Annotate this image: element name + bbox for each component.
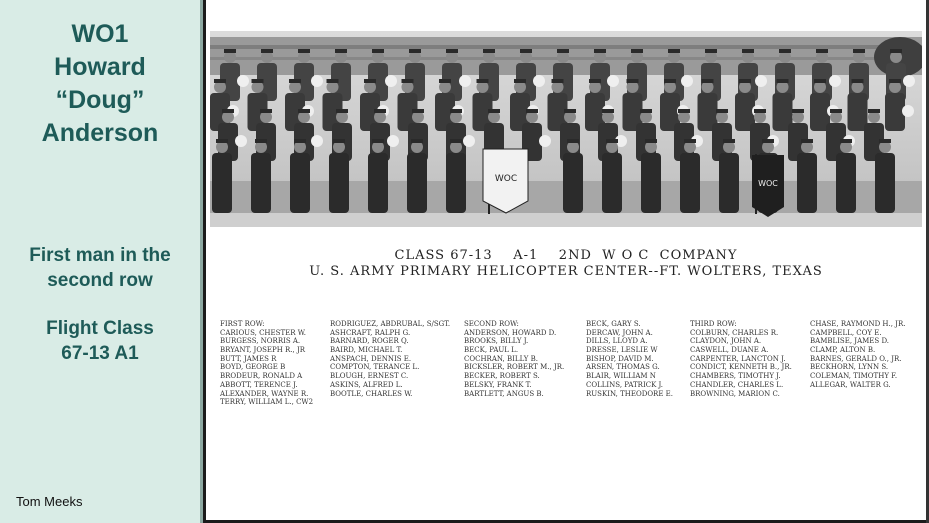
soldier-cap (705, 49, 717, 53)
roster-column (330, 320, 450, 398)
roster-column (810, 320, 905, 390)
pennant-label: WOC (494, 174, 518, 184)
soldier-cap (294, 139, 306, 143)
roster-name: SECOND ROW: (464, 320, 519, 328)
flight-helmet (235, 135, 247, 147)
roster-name: THIRD ROW: (690, 320, 737, 328)
roster-name: CLAMP, ALTON B. (810, 346, 876, 355)
soldier-body (368, 153, 388, 213)
roster-name: BISHOP, DAVID M. (586, 354, 654, 363)
soldier-body (407, 153, 427, 213)
roster-name: ARSEN, THOMAS G. (586, 363, 660, 372)
flight-helmet (903, 75, 915, 87)
soldier-cap (830, 109, 842, 113)
roster-name: CAMPBELL, COY E. (810, 328, 882, 337)
soldier-cap (411, 139, 423, 143)
soldier-cap (214, 79, 226, 83)
flight-helmet (385, 75, 397, 87)
soldier-cap (664, 79, 676, 83)
row-note-line: second row (47, 270, 153, 291)
roster-name: BLAIR, WILLIAM N (586, 372, 656, 381)
soldier-body (602, 153, 622, 213)
pennant-label-dark: WOC (758, 179, 778, 188)
soldier-cap (412, 109, 424, 113)
soldier-cap (514, 79, 526, 83)
roster-name: BOYD, GEORGE B (220, 363, 286, 372)
soldier-cap (557, 49, 569, 53)
roster-name: CHAMBERS, TIMOTHY J. (690, 372, 781, 381)
roster-name: BARNARD, ROGER Q. (330, 337, 409, 346)
soldier-cap (364, 79, 376, 83)
roster-name: BROWNING, MARION C. (690, 389, 780, 398)
roster-name: FIRST ROW: (220, 320, 265, 328)
roster-name: ASHCRAFT, RALPH G. (330, 328, 411, 337)
roster-name: BARTLETT, ANGUS B. (464, 389, 544, 398)
soldier-cap (261, 49, 273, 53)
soldier-body (446, 153, 466, 213)
row-position-note (0, 243, 200, 293)
soldier-cap (439, 79, 451, 83)
flight-helmet (755, 75, 767, 87)
roster-name: BRODEUR, RONALD A (220, 372, 303, 381)
soldier-body (836, 153, 856, 213)
soldier-cap (594, 49, 606, 53)
roster-name: BOOTLE, CHARLES W. (330, 389, 413, 398)
soldier-cap (336, 109, 348, 113)
flight-helmet (681, 75, 693, 87)
soldier-cap (816, 49, 828, 53)
soldier-body (290, 153, 310, 213)
roster-name: DERCAW, JOHN A. (586, 328, 653, 337)
soldier-body (797, 153, 817, 213)
soldier-cap (222, 109, 234, 113)
caption-sidebar (0, 0, 203, 523)
soldier-cap (260, 109, 272, 113)
group-photo-image (210, 31, 922, 227)
roster-name: DRESSE, LESLIE W (586, 346, 658, 355)
soldier-body (329, 153, 349, 213)
roster-name: BECK, GARY S. (586, 320, 641, 328)
flight-helmet (237, 75, 249, 87)
roster-name: BROOKS, BILLY J. (464, 337, 529, 346)
roster-name: ANDERSON, HOWARD D. (464, 328, 557, 337)
flight-helmet (459, 75, 471, 87)
soldier-body (563, 153, 583, 213)
name-line: WO1 (71, 20, 129, 48)
roster-name: COLLINS, PATRICK J. (586, 380, 664, 389)
soldier-cap (889, 79, 901, 83)
soldier-cap (814, 79, 826, 83)
soldier-cap (739, 79, 751, 83)
roster-name: ASKINS, ALFRED L. (330, 380, 403, 389)
soldier-cap (779, 49, 791, 53)
flight-helmet (829, 75, 841, 87)
roster-column (586, 320, 673, 398)
roster-name: RODRIGUEZ, ABDRUBAL, S/SGT. (330, 320, 451, 328)
roster-name: ALEXANDER, WAYNE R. (220, 389, 309, 398)
roster-name: BURGESS, NORRIS A. (220, 337, 301, 346)
soldier-cap (477, 79, 489, 83)
soldier-cap (853, 49, 865, 53)
soldier-cap (450, 139, 462, 143)
soldier-cap (335, 49, 347, 53)
roster-name: DILLS, LLOYD A. (586, 337, 648, 346)
roster-name: BAIRD, MICHAEL T. (330, 346, 403, 355)
name-line: “Doug” (55, 86, 145, 114)
soldier-cap (678, 109, 690, 113)
soldier-cap (645, 139, 657, 143)
soldier-cap (552, 79, 564, 83)
soldier-body (212, 153, 232, 213)
flight-helmet (533, 75, 545, 87)
soldier-cap (526, 109, 538, 113)
soldier-cap (640, 109, 652, 113)
class-note-line: 67-13 A1 (61, 343, 139, 364)
soldier-cap (606, 139, 618, 143)
roster-name: RUSKIN, THEODORE E. (586, 389, 674, 398)
soldier-cap (402, 79, 414, 83)
soldier-cap (450, 109, 462, 113)
soldier-cap (879, 139, 891, 143)
soldier-cap (631, 49, 643, 53)
roster-name: ABBOTT, TERENCE J. (220, 380, 298, 389)
roster-name: COLBURN, CHARLES R. (690, 328, 779, 337)
roster-name: TERRY, WILLIAM L., CW2 (220, 398, 314, 407)
soldier-cap (716, 109, 728, 113)
flight-helmet (463, 135, 475, 147)
roster-name: BICKSLER, ROBERT M., JR. (464, 363, 565, 372)
soldier-cap (252, 79, 264, 83)
roster-name: CARIOUS, CHESTER W. (220, 328, 306, 337)
flight-helmet (539, 135, 551, 147)
soldier-cap (483, 49, 495, 53)
soldier-cap (298, 109, 310, 113)
soldier-cap (742, 49, 754, 53)
soldier-cap (668, 49, 680, 53)
soldier-cap (255, 139, 267, 143)
soldier-cap (564, 109, 576, 113)
roster-name: ANSPACH, DENNIS E. (330, 354, 412, 363)
roster-name: BECK, PAUL L. (464, 346, 519, 355)
flight-helmet (387, 135, 399, 147)
class-photo-document (206, 0, 926, 520)
soldier-cap (777, 79, 789, 83)
roster-name: CHASE, RAYMOND H., JR. (810, 320, 906, 328)
roster-name: BECKER, ROBERT S. (464, 372, 540, 381)
roster-name: COCHRAN, BILLY B. (464, 354, 538, 363)
soldier-cap (372, 139, 384, 143)
soldier-cap (372, 49, 384, 53)
flight-helmet (311, 135, 323, 147)
soldier-cap (327, 79, 339, 83)
flight-helmet (311, 75, 323, 87)
group-photo (210, 31, 922, 227)
soldier-cap (684, 139, 696, 143)
soldier-cap (289, 79, 301, 83)
soldier-cap (298, 49, 310, 53)
soldier-cap (602, 109, 614, 113)
soldier-cap (754, 109, 766, 113)
soldier-cap (801, 139, 813, 143)
roster-name: CLAYDON, JOHN A. (690, 337, 762, 346)
center-caption: U. S. ARMY PRIMARY HELICOPTER CENTER--FT. WOLTERS, TEXAS (309, 264, 823, 279)
class-note-line: Flight Class (46, 318, 154, 339)
soldier-cap (488, 109, 500, 113)
flight-helmet (902, 105, 914, 117)
roster-name: COLEMAN, TIMOTHY F. (810, 372, 898, 381)
roster-name: BECKHORN, LYNN S. (810, 363, 889, 372)
soldier-cap (446, 49, 458, 53)
soldier-cap (374, 109, 386, 113)
soldier-cap (792, 109, 804, 113)
roster-name: BLOUGH, ERNEST C. (330, 372, 409, 381)
roster-name: BRYANT, JOSEPH R., JR (220, 346, 306, 355)
soldier-body (719, 153, 739, 213)
roster-name: CASWELL, DUANE A. (690, 346, 769, 355)
roster-name: BUTT, JAMES R (220, 354, 277, 363)
soldier-cap (762, 139, 774, 143)
flight-class-note (0, 316, 200, 366)
roster-name: CARPENTER, LANCTON J. (690, 354, 786, 363)
name-line: Howard (54, 53, 146, 81)
soldier-body (885, 93, 905, 131)
soldier-cap (520, 49, 532, 53)
roster-name: ALLEGAR, WALTER G. (810, 380, 891, 389)
row-note-line: First man in the (29, 245, 171, 266)
soldier-cap (216, 139, 228, 143)
roster-name: CONDICT, KENNETH B., JR. (690, 363, 792, 372)
soldier-cap (409, 49, 421, 53)
roster-name: CHANDLER, CHARLES L. (690, 380, 784, 389)
roster-name: BARNES, GERALD O., JR. (810, 354, 902, 363)
roster-name: BAMBLISE, JAMES D. (810, 337, 890, 346)
soldier-cap (840, 139, 852, 143)
soldier-cap (567, 139, 579, 143)
soldier-cap (333, 139, 345, 143)
soldier-cap (627, 79, 639, 83)
photo-credit: Tom Meeks (16, 494, 83, 509)
class-caption: CLASS 67-13 A-1 2ND W O C COMPANY (394, 248, 738, 263)
soldier-cap (852, 79, 864, 83)
soldier-body (641, 153, 661, 213)
soldier-cap (224, 49, 236, 53)
soldier-body (680, 153, 700, 213)
soldier-cap (589, 79, 601, 83)
roster-column (690, 320, 792, 398)
roster-name: COMPTON, TERANCE L. (330, 363, 420, 372)
soldier-cap (890, 49, 902, 53)
soldier-cap (868, 109, 880, 113)
roster-column (220, 320, 313, 407)
soldier-body (251, 153, 271, 213)
roster-column (464, 320, 564, 398)
name-line: Anderson (41, 119, 159, 147)
soldier-body (875, 153, 895, 213)
flight-helmet (607, 75, 619, 87)
soldier-cap (702, 79, 714, 83)
soldier-name (0, 18, 200, 150)
soldier-cap (723, 139, 735, 143)
roster-name: BELSKY, FRANK T. (464, 380, 532, 389)
